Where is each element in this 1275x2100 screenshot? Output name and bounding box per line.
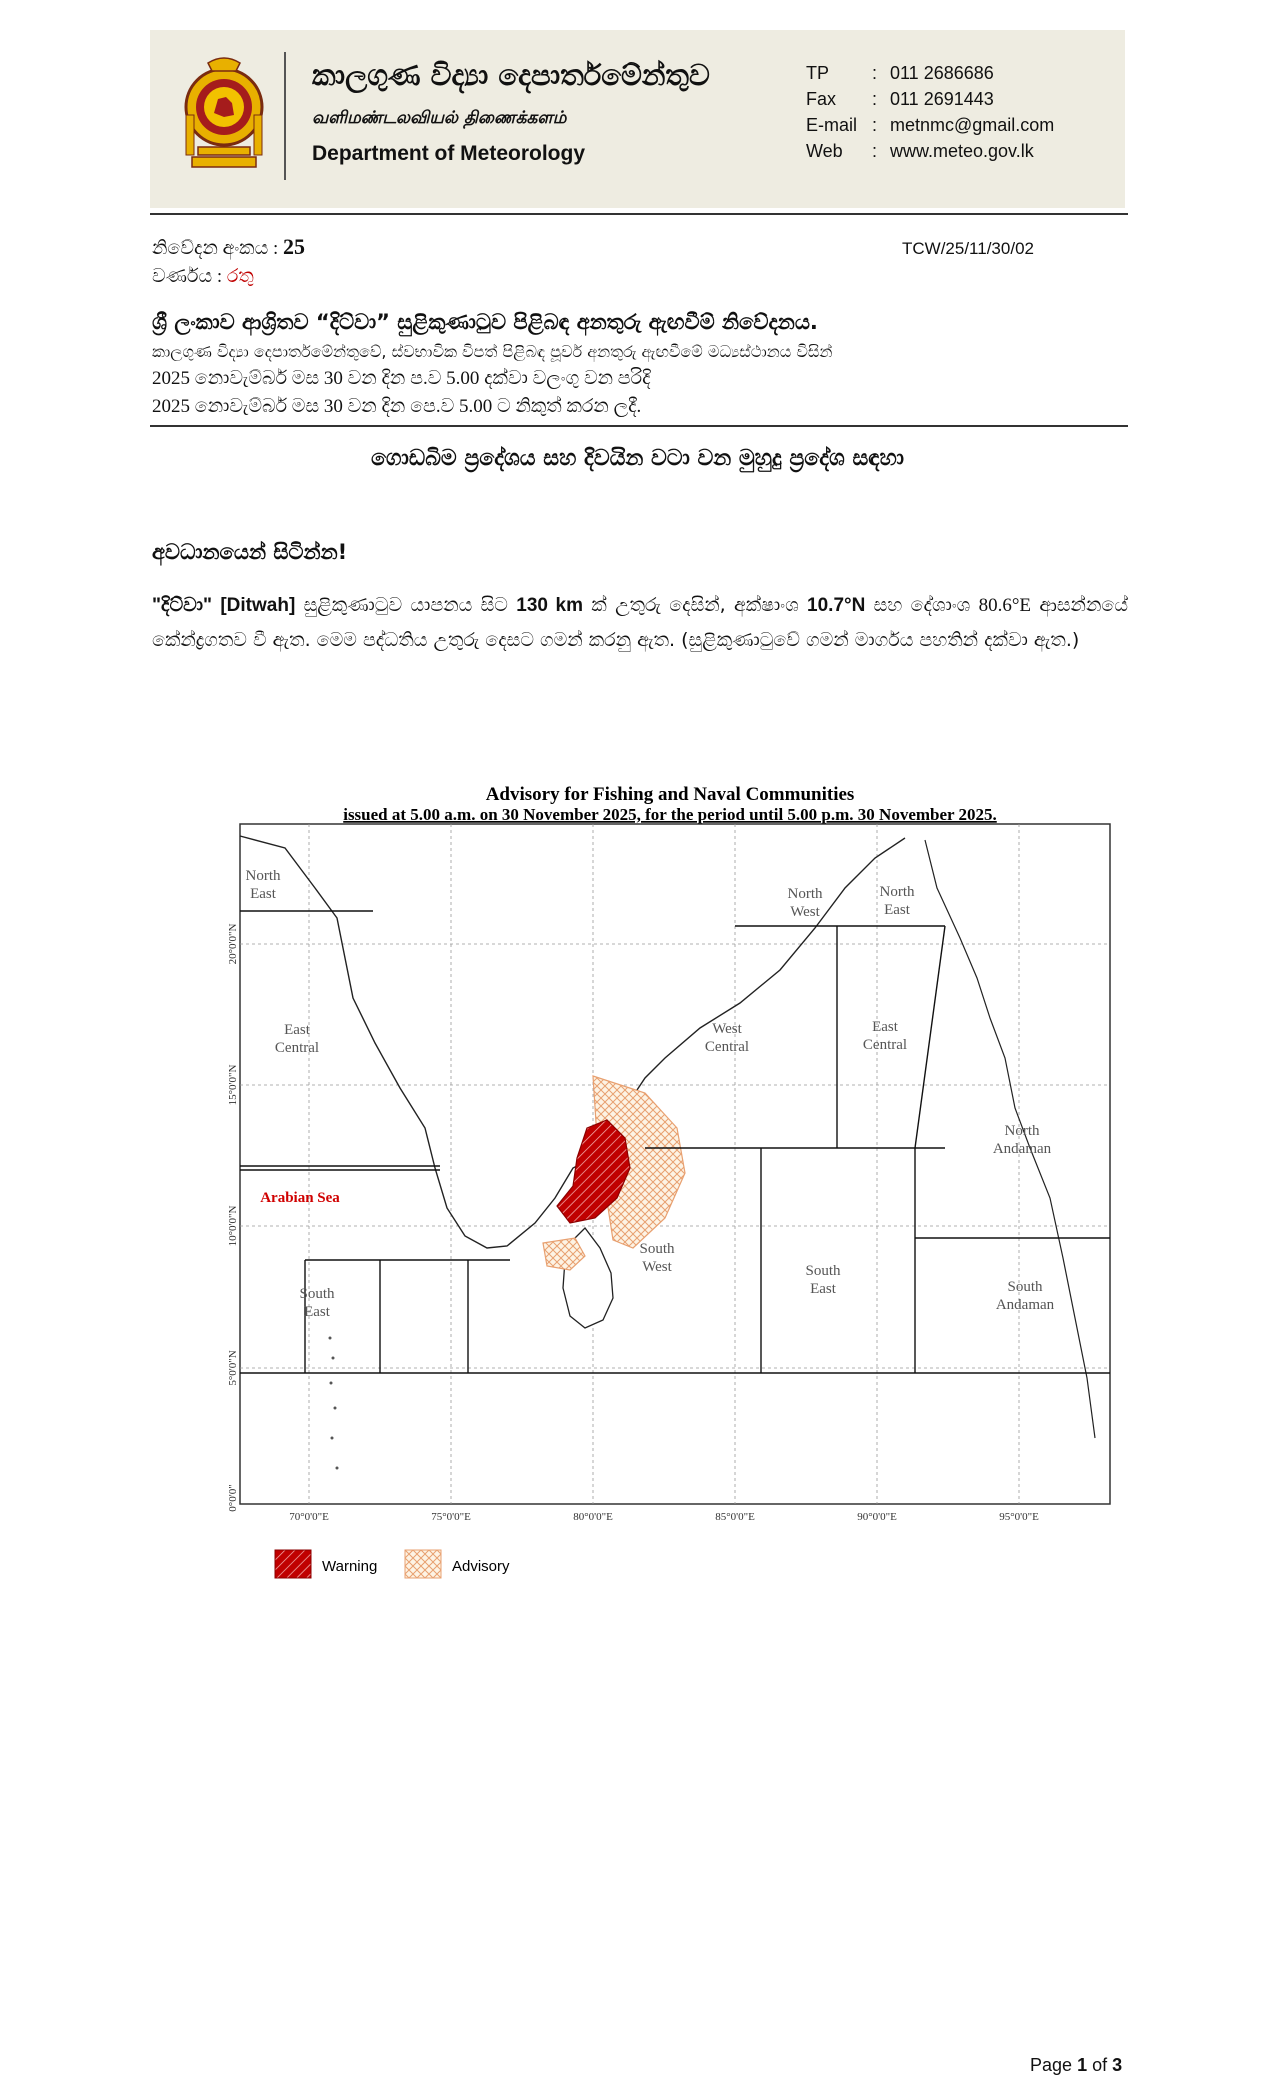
lon-label: 95°0'0"E (999, 1511, 1039, 1523)
region-label: North (245, 868, 281, 884)
lat-label: 10°0'0"N (227, 1205, 239, 1247)
region-label: South (1007, 1279, 1043, 1295)
para-text: සුළිකුණාටුව යාපනය සිට (303, 594, 508, 616)
notice-number-line (152, 234, 305, 260)
sri-lanka-emblem-icon (178, 55, 270, 180)
page-total: 3 (1112, 2055, 1123, 2075)
notice-category-line (152, 266, 254, 288)
alert-heading: අවධානයෙන් සිටින්න! (152, 540, 348, 564)
contact-label: Web (806, 141, 843, 161)
region-label: North (787, 886, 823, 902)
region-label: South (299, 1286, 335, 1302)
latitude: 10.7°N (807, 595, 866, 616)
region-label: East (884, 902, 910, 918)
contact-email: E-mail : metnmc@gmail.com (806, 112, 1054, 138)
advisory-map (225, 778, 1115, 1598)
lon-label: 90°0'0"E (857, 1511, 897, 1523)
distance: 130 km (516, 595, 584, 616)
section-title: ගොඩබිම ප්‍රදේශය සහ දිවයින වටා වන මුහුදු ප්‍රදේශ සඳහා (370, 446, 905, 471)
region-label: Central (704, 1039, 750, 1055)
legend-label: Advisory (452, 1558, 510, 1575)
map-title: Advisory for Fishing and Naval Communities (485, 784, 855, 805)
department-title-english: Department of Meteorology (312, 142, 586, 165)
map-subtitle: issued at 5.00 a.m. on 30 November 2025, for the period until 5.00 p.m. 30 November 2025. (343, 805, 997, 824)
letterhead (150, 30, 1125, 208)
contact-value: 011 2686686 (890, 63, 994, 83)
page-number: 1 (1077, 2055, 1088, 2075)
section-rule (150, 425, 1128, 427)
contact-value[interactable]: www.meteo.gov.lk (890, 141, 1034, 161)
notice-issued-at: 2025 නොවැම්බර් මස 30 වන දින පෙ.ව 5.00 ට නිකුත් කරන ලදී. (152, 396, 642, 417)
contact-label: TP (806, 63, 830, 83)
lon-label: 85°0'0"E (715, 1511, 755, 1523)
storm-name-sinhala: "දිට්වා" (152, 595, 213, 616)
lon-label: 80°0'0"E (573, 1511, 613, 1523)
department-title-sinhala: කාලගුණ විද්‍යා දෙපාර්තමේන්තුව (312, 58, 710, 92)
para-text: සහ දේශාංශ (873, 594, 971, 616)
notice-number: 25 (283, 234, 306, 259)
region-label: South (805, 1263, 841, 1279)
notice-issued-by: කාලගුණ විද්‍යා දෙපාර්තමේන්තුවේ, ස්වභාවික විපත් පිළිබඳ පූර්ව අනතුරු ඇඟවීමේ මධ්‍යස්ථානය විසින් (152, 342, 833, 361)
region-label: West (642, 1259, 672, 1275)
map-legend (275, 1550, 510, 1578)
lat-label: 0°0'0" (227, 1484, 239, 1512)
longitude: 80.6°E (978, 595, 1032, 616)
contact-label: E-mail (806, 115, 858, 135)
region-label: North (1004, 1123, 1040, 1139)
region-label: Andaman (992, 1141, 1052, 1157)
notice-valid-until: 2025 නොවැම්බර් මස 30 වන දින ප.ව 5.00 දක්වා වලංගු වන පරිදි (152, 368, 651, 389)
notice-category: රතු (226, 266, 254, 287)
notice-title: ශ්‍රී ලංකාව ආශ්‍රිතව “දිට්වා” සුළිකුණාටුව පිළිබඳ අනතුරු ඇඟවීම් නිවේදනය. (152, 310, 818, 334)
para-text: ක් උතුරු දෙසින්, අක්ෂාංශ (591, 594, 799, 616)
header-divider (284, 52, 286, 180)
notice-reference: TCW/25/11/30/02 (902, 239, 1034, 258)
latitude-labels (227, 924, 239, 1512)
region-label: Central (862, 1037, 908, 1053)
longitude-labels (289, 1511, 1039, 1523)
department-title-tamil: வளிமண்டலவியல் திணைக்களம் (312, 108, 567, 128)
legend-label: Warning (322, 1558, 378, 1575)
of-word: of (1092, 2055, 1108, 2075)
lon-label: 70°0'0"E (289, 1511, 329, 1523)
contact-fax: Fax : 011 2691443 (806, 86, 1054, 112)
contact-label: Fax (806, 89, 837, 109)
region-label: Andaman (995, 1297, 1055, 1313)
region-label: West (790, 904, 820, 920)
contact-value[interactable]: metnmc@gmail.com (890, 115, 1055, 135)
region-label: East (810, 1281, 836, 1297)
warning-swatch (275, 1550, 311, 1578)
region-label: East (284, 1022, 310, 1038)
contact-value: 011 2691443 (890, 89, 994, 109)
region-label: North (879, 884, 915, 900)
lat-label: 20°0'0"N (227, 923, 239, 965)
region-label: Central (274, 1040, 320, 1056)
arabian-sea-label: Arabian Sea (260, 1190, 340, 1206)
lon-label: 75°0'0"E (431, 1511, 471, 1523)
cyclone-description (152, 588, 1128, 658)
contact-block (806, 60, 1054, 164)
region-label: East (250, 886, 276, 902)
header-rule (150, 213, 1128, 215)
region-label: West (712, 1021, 742, 1037)
storm-name-english: [Ditwah] (220, 595, 296, 616)
page-footer (1030, 2055, 1122, 2076)
notice-number-label: නිවේදන අංකය : (152, 238, 279, 259)
advisory-swatch (405, 1550, 441, 1578)
region-label: South (639, 1241, 675, 1257)
contact-tp: TP : 011 2686686 (806, 60, 1054, 86)
lat-label: 5°0'0"N (227, 1350, 239, 1386)
region-label: East (304, 1304, 330, 1320)
page-word: Page (1030, 2055, 1073, 2075)
notice-category-label: වර්ණය : (152, 266, 223, 287)
contact-web: Web : www.meteo.gov.lk (806, 138, 1054, 164)
region-label: East (872, 1019, 898, 1035)
para-text: ආසන්නයේ කේන්ද්‍රගතව වී ඇත. මෙම පද්ධතිය උතුරු දෙසට ගමන් කරනු ඇත. (සුළිකුණාටුවේ ගමන් මාර්ගය පහතින් දක්වා ඇත.) (152, 594, 1128, 651)
lat-label: 15°0'0"N (227, 1064, 239, 1106)
